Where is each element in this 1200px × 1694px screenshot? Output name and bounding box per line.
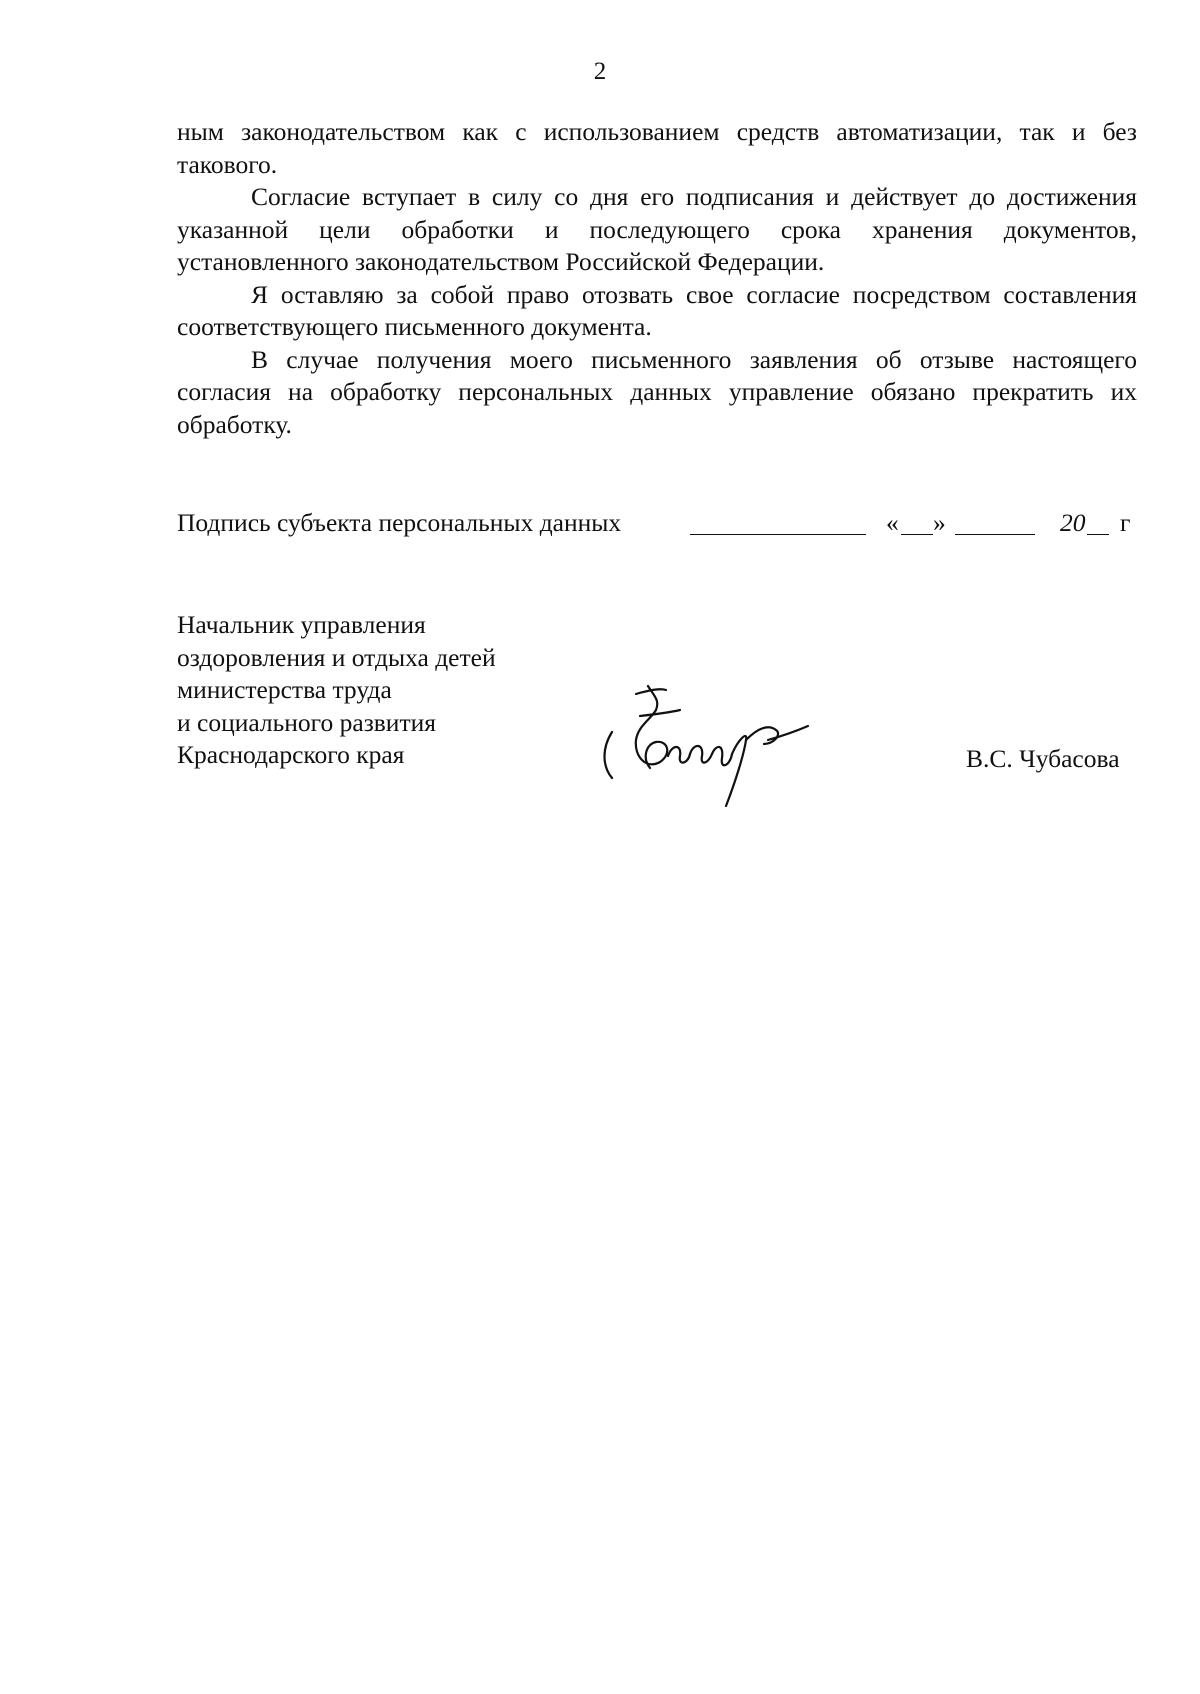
year-suffix: г [1120, 508, 1131, 537]
quote-open: « [886, 508, 899, 537]
signer-position [177, 609, 496, 772]
document-body [177, 116, 1137, 441]
position-line: Краснодарского края [177, 740, 405, 769]
position-line: оздоровления и отдыха детей [177, 642, 496, 672]
year-prefix: 20 [1060, 508, 1086, 537]
signer-name: В.С. Чубасова [966, 744, 1120, 773]
month-blank [955, 508, 1035, 535]
day-blank [901, 508, 933, 535]
paragraph-continuation: ным законодательством как с использованием средств автоматизации, так и без такового. [177, 117, 1137, 179]
signature-blank [690, 508, 866, 535]
paragraph-withdrawal-right: Я оставляю за собой право отозвать свое согласие посредством составления соответствующего письменного документа. [177, 279, 1137, 341]
subject-signature-line [177, 508, 1140, 542]
handwritten-signature [598, 670, 818, 810]
paragraph-withdrawal-effect: В случае получения моего письменного заявления об отзыве настоящего согласия на обработку персональных данных управление обязано прекратить их обработку. [177, 344, 1137, 439]
position-line: министерства труда [177, 675, 392, 704]
year-blank [1087, 508, 1109, 535]
signature-label: Подпись субъекта персональных данных [177, 508, 622, 537]
position-line: Начальник управления [177, 610, 426, 639]
page-number: 2 [593, 58, 607, 85]
paragraph-consent-validity: Согласие вступает в силу со дня его подписания и действует до достижения указанной цели обработки и последующего срока хранения документов, установленного законодательством Российской Федерации. [177, 182, 1137, 276]
position-line: и социального развития [177, 707, 436, 737]
quote-close: » [933, 508, 946, 537]
